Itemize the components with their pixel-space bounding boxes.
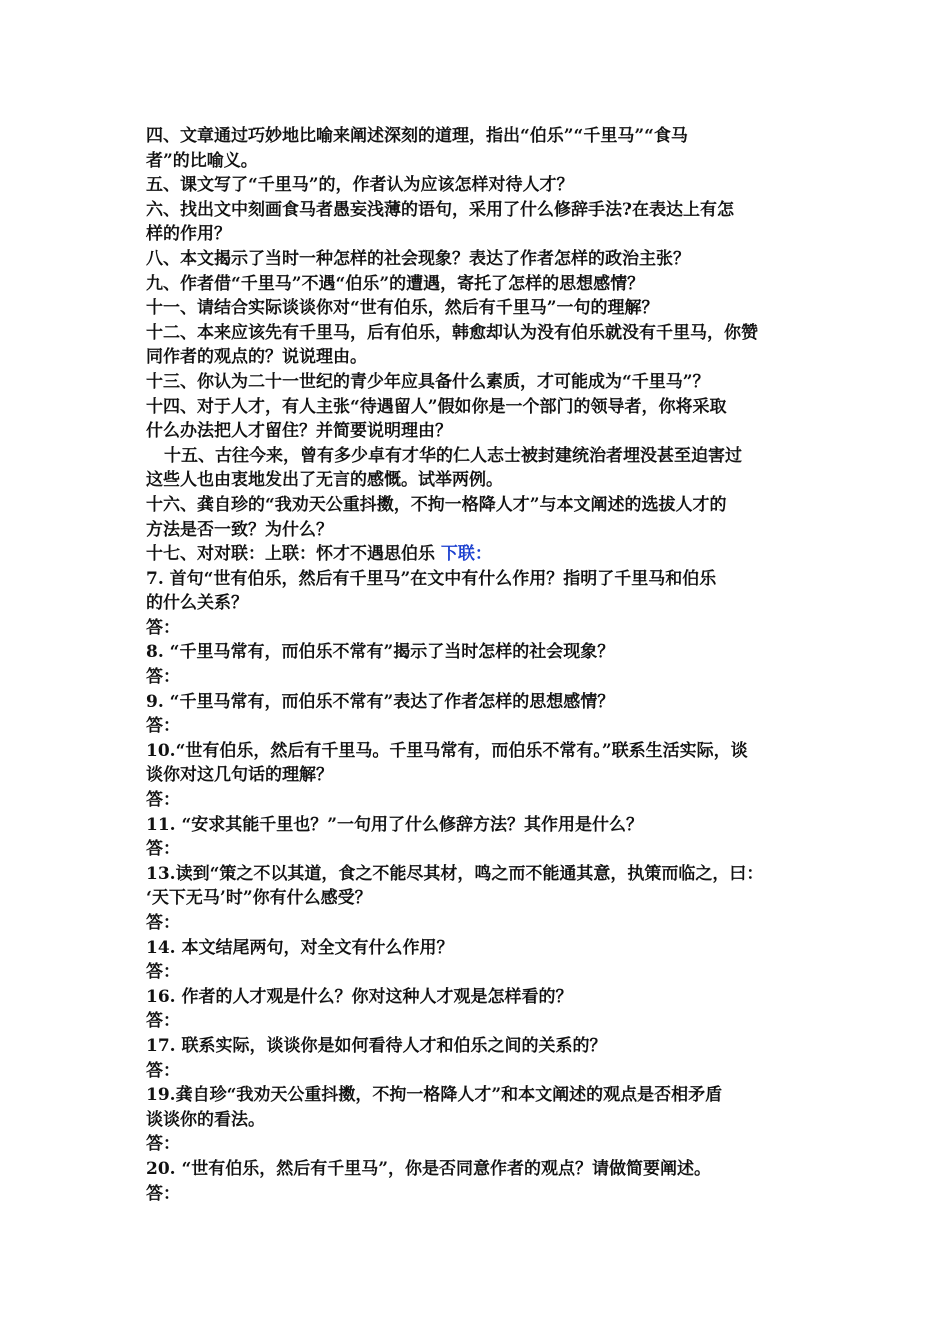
text-line: 同作者的观点的？说说理由。	[146, 347, 367, 368]
answer-label: 答：	[146, 962, 180, 983]
text-line: 样的作用？	[146, 224, 231, 245]
text-line: 13.读到“策之不以其道，食之不能尽其材，鸣之而不能通其意，执策而临之，曰：	[146, 863, 764, 884]
question-list-b	[146, 567, 814, 1206]
text-line: 14. 本文结尾两句，对全文有什么作用？	[146, 937, 454, 958]
text-line: 谈你对这几句话的理解？	[146, 765, 333, 786]
text-line: 17. 联系实际，谈谈你是如何看待人才和伯乐之间的关系的？	[146, 1035, 607, 1056]
text-line: 谈谈你的看法。	[146, 1109, 265, 1130]
text-line: 八、本文揭示了当时一种怎样的社会现象？表达了作者怎样的政治主张？	[146, 248, 690, 269]
answer-label: 答：	[146, 1060, 180, 1081]
text-line: 九、作者借“千里马”不遇“伯乐”的遭遇，寄托了怎样的思想感情？	[146, 273, 645, 294]
text-line: 十三、你认为二十一世纪的青少年应具备什么素质，才可能成为“千里马”？	[146, 371, 710, 392]
document-page	[146, 124, 814, 1206]
answer-label: 答：	[146, 913, 180, 933]
answer-label: 答：	[146, 1183, 180, 1204]
text-line-q15-2: 这些人也由衷地发出了无言的感慨。试举两例。	[146, 470, 503, 491]
answer-label: 答：	[146, 617, 180, 638]
text-line: 四、文章通过巧妙地比喻来阐述深刻的道理，指出“伯乐”“千里马”“食马	[146, 126, 688, 146]
text-line: 10.“世有伯乐，然后有千里马。千里马常有，而伯乐不常有。”联系生活实际，谈	[146, 740, 748, 761]
text-line-q16-2: 方法是否一致？为什么？	[146, 519, 333, 540]
text-line: 者”的比喻义。	[146, 150, 258, 171]
text-line: ‘天下无马’时”你有什么感受？	[146, 888, 372, 909]
text-line-q15-1: 十五、古往今来，曾有多少卓有才华的仁人志士被封建统治者埋没甚至迫害过	[164, 445, 742, 466]
question-list-a	[146, 124, 814, 567]
couplet-lower-label: 下联：	[440, 544, 492, 565]
answer-label: 答：	[146, 839, 180, 860]
text-line: 20. “世有伯乐，然后有千里马”，你是否同意作者的观点？请做简要阐述。	[146, 1158, 712, 1179]
text-line: 16. 作者的人才观是什么？你对这种人才观是怎样看的？	[146, 986, 573, 1007]
text-line: 的什么关系？	[146, 593, 248, 614]
couplet-question	[146, 542, 814, 567]
couplet-upper-text: 十七、对对联：上联：怀才不遇思伯乐	[146, 544, 441, 565]
text-line: 什么办法把人才留住？并简要说明理由？	[146, 421, 452, 442]
text-line: 8. “千里马常有，而伯乐不常有”揭示了当时怎样的社会现象？	[146, 642, 615, 663]
text-line: 十二、本来应该先有千里马，后有伯乐，韩愈却认为没有伯乐就没有千里马，你赞	[146, 322, 758, 343]
text-line: 19.龚自珍“我劝天公重抖擞，不拘一格降人才”和本文阐述的观点是否相矛盾	[146, 1085, 723, 1106]
answer-label: 答：	[146, 1134, 180, 1155]
text-line: 六、找出文中刻画食马者愚妄浅薄的语句，采用了什么修辞手法?在表达上有怎	[146, 199, 734, 220]
answer-label: 答：	[146, 790, 180, 811]
text-line-q16-1: 十六、龚自珍的“我劝天公重抖擞，不拘一格降人才”与本文阐述的选拔人才的	[146, 494, 727, 515]
text-line: 十一、请结合实际谈谈你对“世有伯乐，然后有千里马”一句的理解？	[146, 298, 659, 319]
text-line: 9. “千里马常有，而伯乐不常有”表达了作者怎样的思想感情？	[146, 691, 615, 712]
answer-label: 答：	[146, 1011, 180, 1032]
answer-label: 答：	[146, 667, 180, 688]
text-line: 7. 首句“世有伯乐，然后有千里马”在文中有什么作用？指明了千里马和伯乐	[146, 568, 717, 589]
text-line: 五、课文写了“千里马”的，作者认为应该怎样对待人才？	[146, 175, 574, 196]
answer-label: 答：	[146, 716, 180, 737]
text-line: 11. “安求其能千里也？”一句用了什么修辞方法？其作用是什么？	[146, 814, 644, 835]
text-line: 十四、对于人才，有人主张“待遇留人”假如你是一个部门的领导者，你将采取	[146, 396, 727, 417]
